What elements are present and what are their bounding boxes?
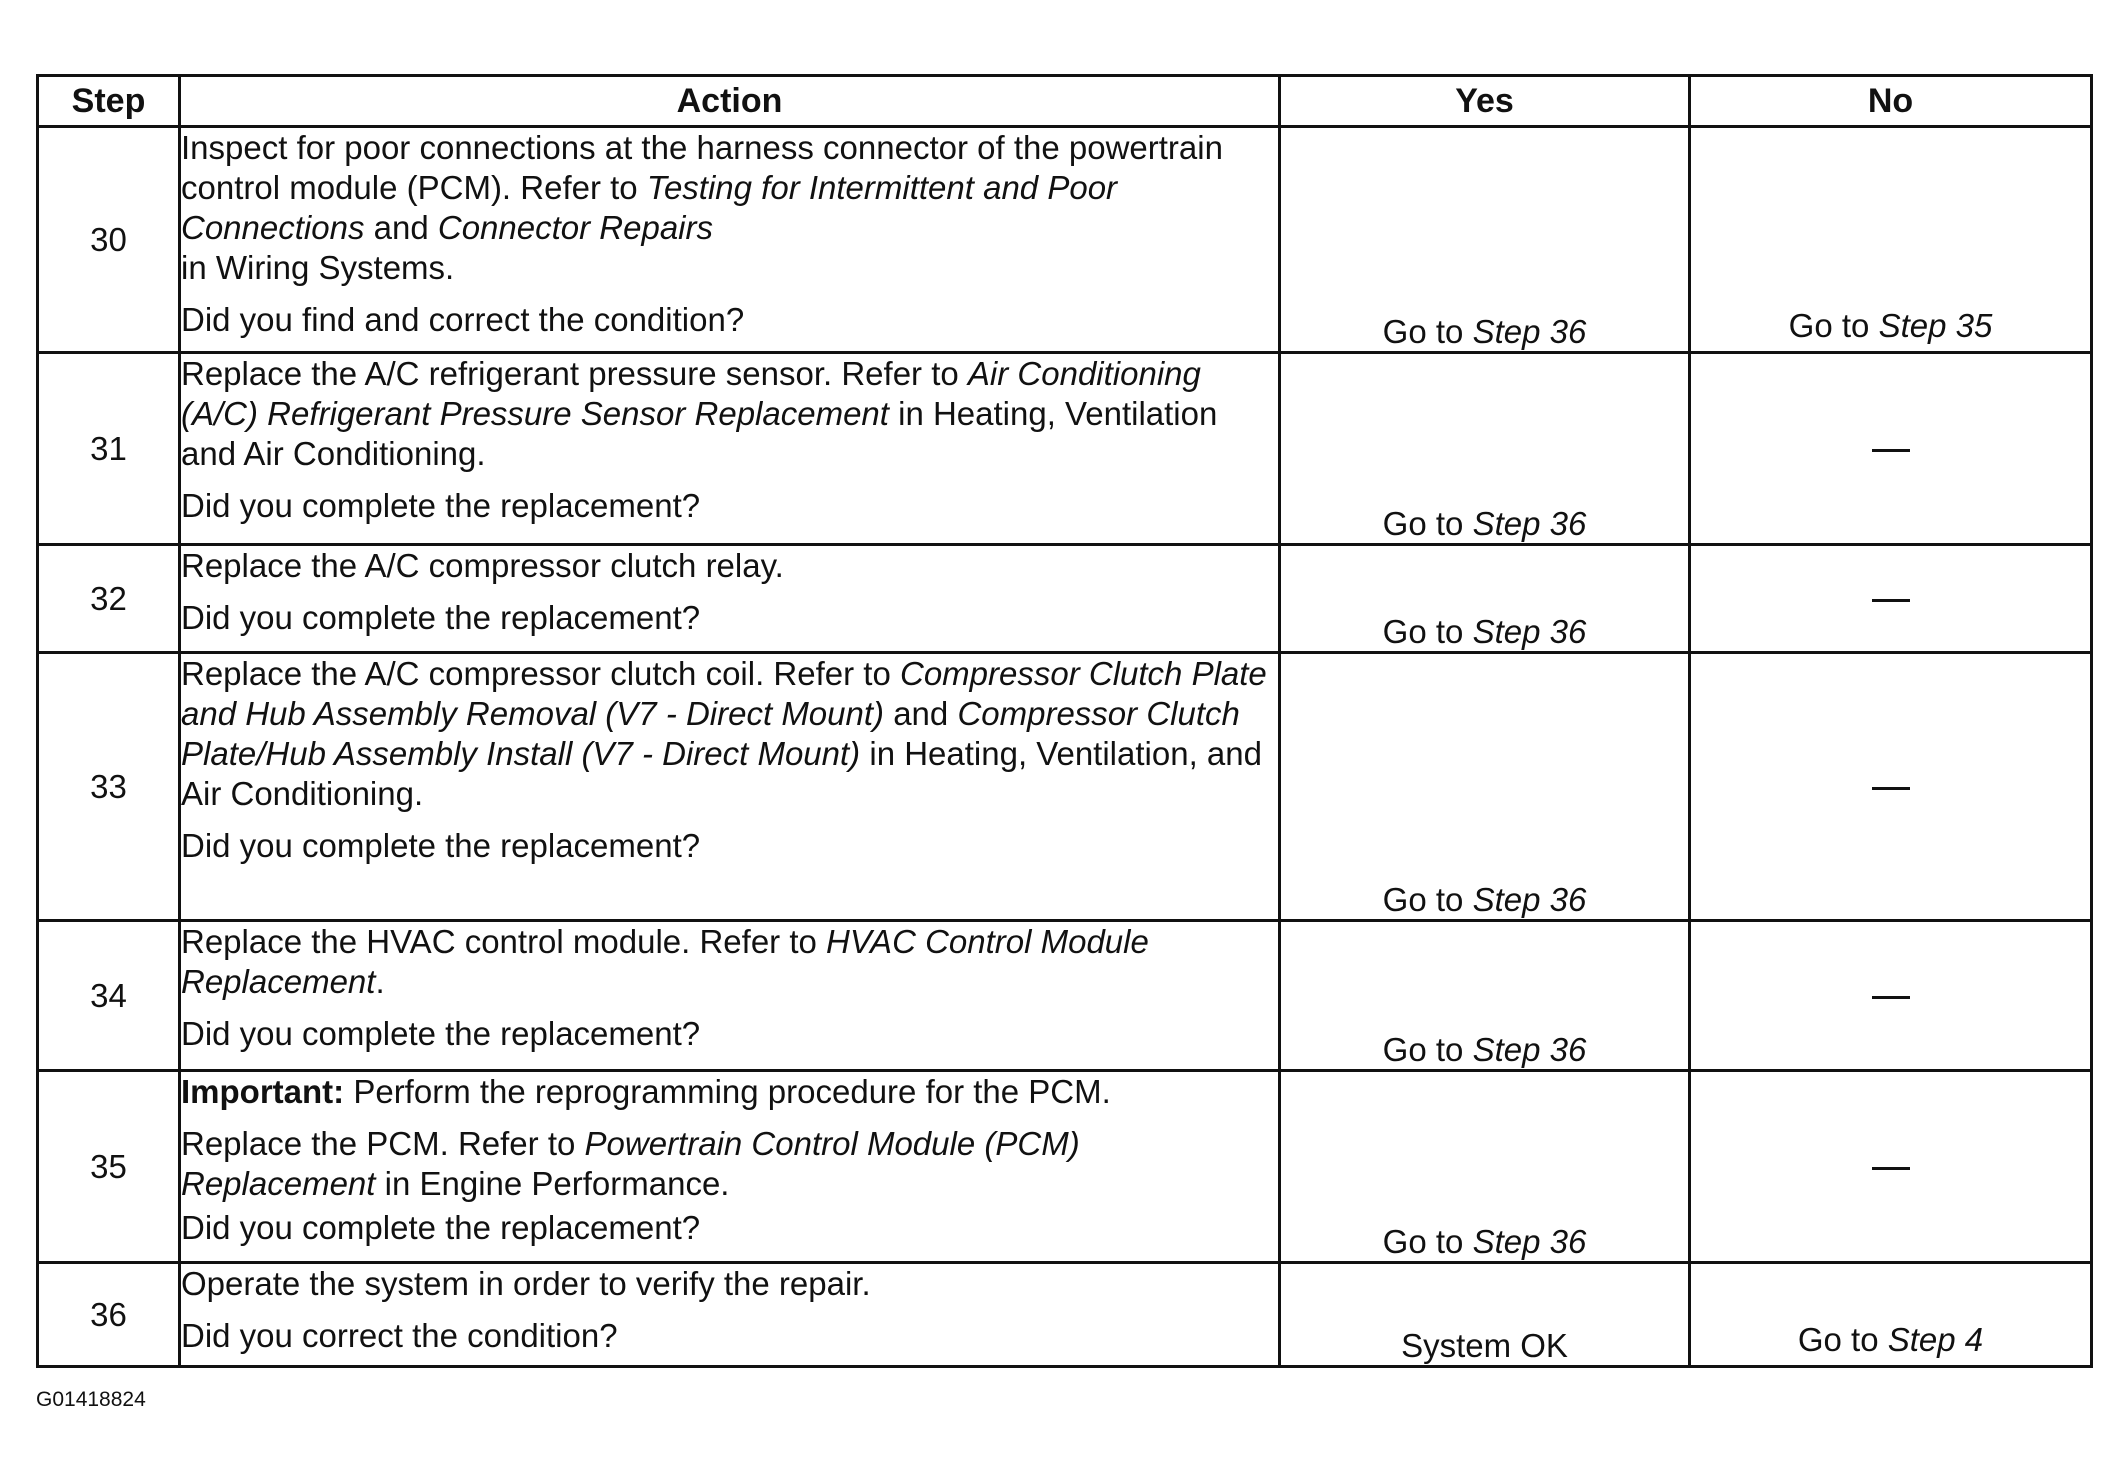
reference-link: Compressor Clutch Plate/Hub Assembly Install (V7 - Direct Mount) bbox=[181, 695, 1240, 772]
table-row bbox=[38, 1071, 2092, 1263]
yes-cell bbox=[1280, 653, 1690, 921]
reference-link: Connector Repairs bbox=[437, 209, 713, 246]
yes-step-ref: Step 36 bbox=[1472, 313, 1587, 350]
step-number: 30 bbox=[38, 127, 180, 353]
table-row bbox=[38, 353, 2092, 545]
action-question: Did you complete the replacement? bbox=[181, 1015, 701, 1052]
no-cell bbox=[1690, 921, 2092, 1071]
yes-step-ref: Step 36 bbox=[1472, 1223, 1587, 1260]
header-no: No bbox=[1690, 76, 2092, 127]
action-text bbox=[181, 128, 1278, 288]
action-text-part: in Engine Performance. bbox=[375, 1165, 730, 1202]
yes-step-ref: Step 36 bbox=[1472, 1031, 1587, 1068]
header-action: Action bbox=[180, 76, 1280, 127]
header-step: Step bbox=[38, 76, 180, 127]
no-dash bbox=[1872, 430, 1910, 467]
yes-step-ref: Step 36 bbox=[1472, 881, 1587, 918]
action-text bbox=[181, 354, 1278, 474]
dash-glyph bbox=[1872, 449, 1910, 452]
no-cell bbox=[1690, 1071, 2092, 1263]
action-question: Did you complete the replacement? bbox=[181, 487, 701, 524]
action-cell bbox=[180, 127, 1280, 353]
step-number: 36 bbox=[38, 1263, 180, 1367]
reference-link: Powertrain Control Module (PCM) Replacement bbox=[181, 1125, 1080, 1202]
yes-prefix: Go to bbox=[1382, 613, 1473, 650]
step-number: 32 bbox=[38, 545, 180, 653]
no-cell bbox=[1690, 353, 2092, 545]
no-cell bbox=[1690, 545, 2092, 653]
no-step-ref: Step 4 bbox=[1887, 1321, 1984, 1358]
table-row bbox=[38, 921, 2092, 1071]
reference-link: HVAC Control Module Replacement bbox=[181, 923, 1149, 1000]
action-text bbox=[181, 654, 1278, 814]
action-text bbox=[181, 1124, 1278, 1204]
reference-link: Compressor Clutch Plate and Hub Assembly Removal (V7 - Direct Mount) bbox=[181, 655, 1267, 732]
action-text-part: in Heating, Ventilation and Air Conditioning. bbox=[181, 395, 1218, 472]
dash-glyph bbox=[1872, 599, 1910, 602]
reference-link: Air Conditioning (A/C) Refrigerant Pressure Sensor Replacement bbox=[181, 355, 1201, 432]
table-row bbox=[38, 653, 2092, 921]
yes-cell bbox=[1280, 545, 1690, 653]
no-step-ref: Step 35 bbox=[1878, 307, 1993, 344]
table-row bbox=[38, 545, 2092, 653]
yes-step-ref: Step 36 bbox=[1472, 505, 1587, 542]
action-text-part: and bbox=[364, 209, 438, 246]
step-number: 34 bbox=[38, 921, 180, 1071]
yes-cell bbox=[1280, 1071, 1690, 1263]
action-question: Did you find and correct the condition? bbox=[181, 301, 745, 338]
action-cell bbox=[180, 353, 1280, 545]
action-text: Replace the A/C compressor clutch relay. bbox=[181, 547, 784, 584]
yes-step-ref: Step 36 bbox=[1472, 613, 1587, 650]
action-cell bbox=[180, 653, 1280, 921]
action-cell bbox=[180, 921, 1280, 1071]
action-cell bbox=[180, 1071, 1280, 1263]
important-note bbox=[181, 1072, 1278, 1112]
action-question: Did you complete the replacement? bbox=[181, 599, 701, 636]
yes-prefix: Go to bbox=[1382, 1223, 1473, 1260]
table-header-row bbox=[38, 76, 2092, 127]
header-yes: Yes bbox=[1280, 76, 1690, 127]
yes-cell bbox=[1280, 353, 1690, 545]
action-text-part: Replace the PCM. Refer to bbox=[181, 1125, 585, 1162]
action-question: Did you complete the replacement? bbox=[181, 827, 701, 864]
step-number: 33 bbox=[38, 653, 180, 921]
yes-cell bbox=[1280, 127, 1690, 353]
dash-glyph bbox=[1872, 1167, 1910, 1170]
action-text-part: in Wiring Systems. bbox=[181, 249, 455, 286]
yes-cell: System OK bbox=[1280, 1263, 1690, 1367]
dash-glyph bbox=[1872, 787, 1910, 790]
action-cell bbox=[180, 545, 1280, 653]
table-row bbox=[38, 127, 2092, 353]
important-text: Perform the reprogramming procedure for the PCM. bbox=[344, 1073, 1111, 1110]
action-text-part: Replace the A/C refrigerant pressure sensor. Refer to bbox=[181, 355, 968, 392]
figure-id: G01418824 bbox=[36, 1388, 146, 1411]
action-text-part: Replace the HVAC control module. Refer to bbox=[181, 923, 827, 960]
no-cell bbox=[1690, 127, 2092, 353]
diagnostic-table bbox=[36, 74, 2093, 1368]
no-prefix: Go to bbox=[1788, 307, 1879, 344]
step-number: 35 bbox=[38, 1071, 180, 1263]
no-cell bbox=[1690, 653, 2092, 921]
action-text: Operate the system in order to verify the repair. bbox=[181, 1265, 871, 1302]
action-text-part: Replace the A/C compressor clutch coil. Refer to bbox=[181, 655, 900, 692]
action-question: Did you correct the condition? bbox=[181, 1317, 618, 1354]
action-text-part: in Heating, Ventilation, and Air Conditioning. bbox=[181, 735, 1262, 812]
no-cell bbox=[1690, 1263, 2092, 1367]
action-cell bbox=[180, 1263, 1280, 1367]
action-text-part: . bbox=[375, 963, 385, 1000]
step-number: 31 bbox=[38, 353, 180, 545]
action-text bbox=[181, 922, 1278, 1002]
dash-glyph bbox=[1872, 996, 1910, 999]
reference-link: Testing for Intermittent and Poor Connections bbox=[181, 169, 1118, 246]
action-text-part: and bbox=[884, 695, 958, 732]
diagnostic-document bbox=[36, 74, 2090, 1368]
yes-prefix: Go to bbox=[1382, 505, 1473, 542]
yes-prefix: Go to bbox=[1382, 881, 1473, 918]
action-question: Did you complete the replacement? bbox=[181, 1209, 701, 1246]
no-prefix: Go to bbox=[1797, 1321, 1888, 1358]
yes-cell bbox=[1280, 921, 1690, 1071]
table-row bbox=[38, 1263, 2092, 1367]
yes-prefix: Go to bbox=[1382, 1031, 1473, 1068]
yes-prefix: Go to bbox=[1382, 313, 1473, 350]
action-text-part: Inspect for poor connections at the harness connector of the powertrain control module (PCM). Refer to bbox=[181, 129, 1223, 206]
important-label: Important: bbox=[181, 1073, 345, 1110]
